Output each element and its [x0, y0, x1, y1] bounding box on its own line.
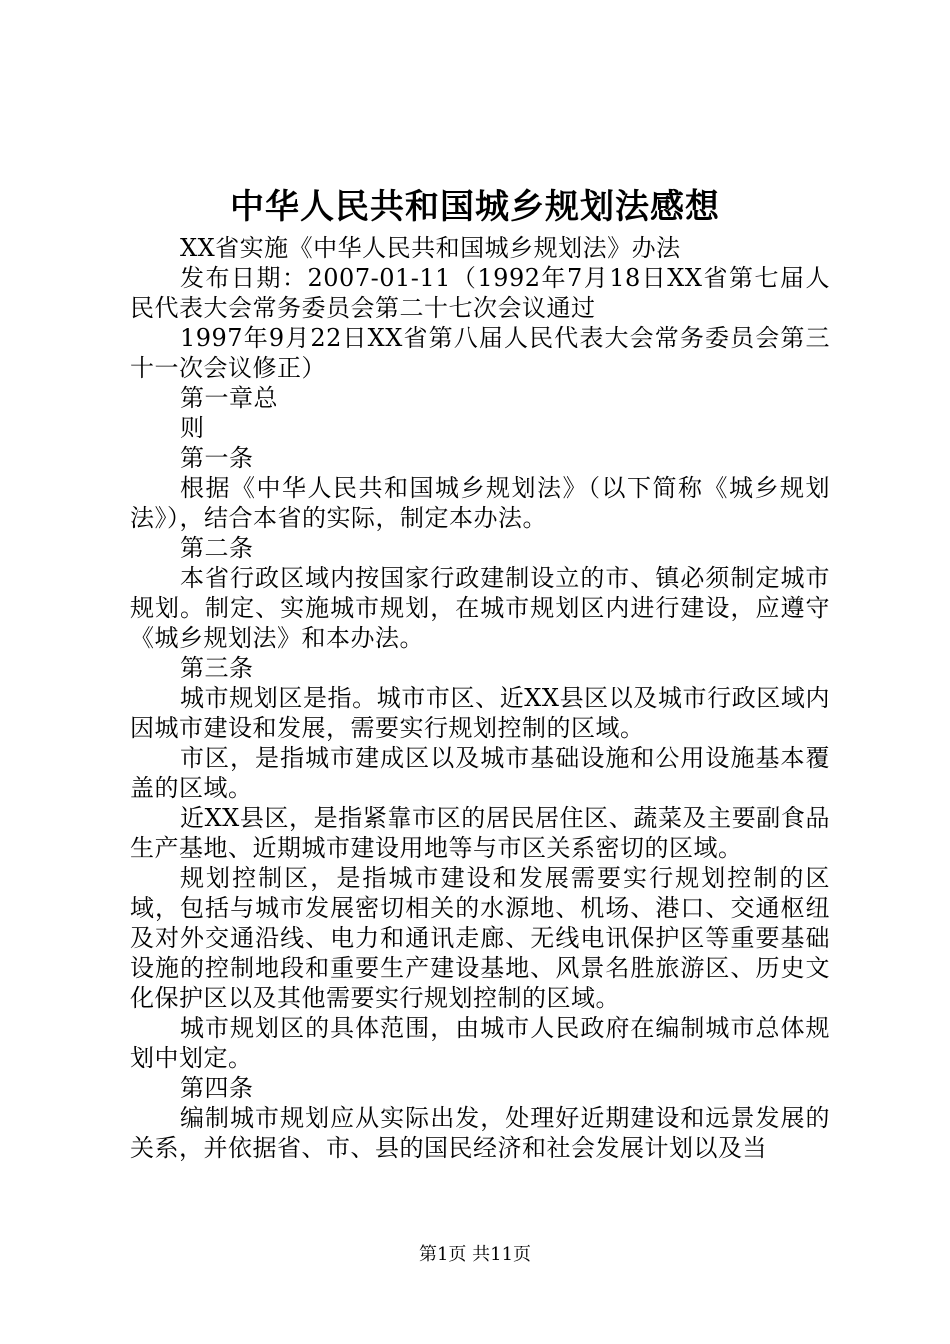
paragraph: 第一章总: [180, 384, 278, 412]
paragraph: 编制城市规划应从实际出发，处理好近期建设和远景发展的关系，并依据省、市、县的国民经济和社会发展计划以及当: [130, 1104, 830, 1162]
page-number-footer: 第1页 共11页: [418, 1244, 532, 1265]
paragraph: 城市规划区是指。城市市区、近XX县区以及城市行政区域内因城市建设和发展，需要实行规划控制的区域。: [130, 684, 830, 742]
paragraph: 第三条: [180, 654, 254, 682]
document-title: 中华人民共和国城乡规划法感想: [230, 187, 720, 227]
paragraph: 近XX县区，是指紧靠市区的居民居住区、蔬菜及主要副食品生产基地、近期城市建设用地等与市区关系密切的区域。: [130, 804, 830, 862]
paragraph: 城市规划区的具体范围，由城市人民政府在编制城市总体规划中划定。: [130, 1014, 830, 1072]
paragraph: 规划控制区，是指城市建设和发展需要实行规划控制的区域，包括与城市发展密切相关的水源地、机场、港口、交通枢纽及对外交通沿线、电力和通讯走廊、无线电讯保护区等重要基础设施的控制地段和重要生产建设基地、风景名胜旅游区、历史文化保护区以及其他需要实行规划控制的区域。: [130, 864, 830, 1012]
paragraph: 本省行政区域内按国家行政建制设立的市、镇必须制定城市规划。制定、实施城市规划，在城市规划区内进行建设，应遵守《城乡规划法》和本办法。: [130, 564, 830, 652]
paragraph: 则: [180, 414, 205, 442]
paragraph: 根据《中华人民共和国城乡规划法》（以下简称《城乡规划法》），结合本省的实际，制定本办法。: [130, 474, 830, 532]
document-body: [130, 233, 830, 1163]
paragraph: 第一条: [180, 444, 254, 472]
paragraph: XX省实施《中华人民共和国城乡规划法》办法: [180, 234, 681, 262]
paragraph: 1997年9月22日XX省第八届人民代表大会常务委员会第三十一次会议修正）: [130, 324, 830, 382]
paragraph: 第二条: [180, 534, 254, 562]
paragraph: 第四条: [180, 1074, 254, 1102]
paragraph: 市区，是指城市建成区以及城市基础设施和公用设施基本覆盖的区域。: [130, 744, 830, 802]
paragraph: 发布日期：2007-01-11（1992年7月18日XX省第七届人民代表大会常务委员会第二十七次会议通过: [130, 264, 830, 322]
